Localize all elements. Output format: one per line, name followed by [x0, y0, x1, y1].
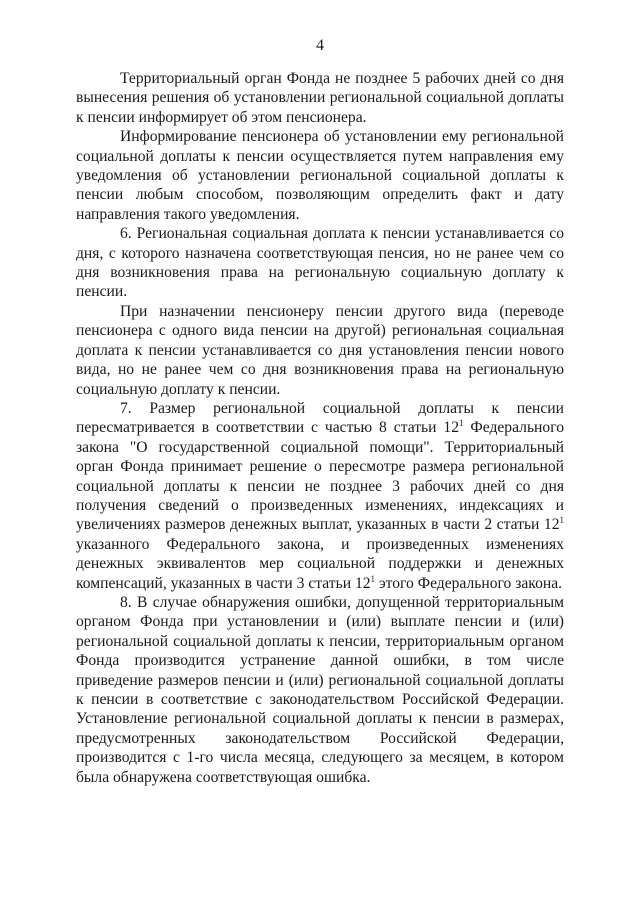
paragraph-text: этого Федерального закона. — [375, 574, 563, 592]
paragraph-text: указанного Федерального закона, и произведенных изменениях денежных эквивалентов мер социальной поддержки и денежных компенсаций, указанных в части 3 статьи 12 — [76, 535, 564, 592]
paragraph-item-7 — [76, 399, 564, 593]
document-body — [76, 69, 564, 787]
paragraph-text: Территориальный орган Фонда не позднее 5 рабочих дней со дня вынесения решения об установлении региональной социальной доплаты к пенсии информирует об этом пенсионера. — [76, 70, 564, 126]
paragraph-text: При назначении пенсионеру пенсии другого вида (переводе пенсионера с одного вида пенсии на другой) региональная социальная доплата к пенсии устанавливается со дня установления пенсии нового вида, но не ранее чем со дня возникновения права на региональную социальную доплату к пенсии. — [76, 302, 564, 398]
page-number: 4 — [316, 37, 324, 54]
article-superscript: 1 — [459, 418, 464, 429]
paragraph-text: 8. В случае обнаружения ошибки, допущенной территориальным органом Фонда при установлении и (или) выплате пенсии и (или) региональной социальной доплаты к пенсии, территориальным органом Фонда производится устранение данной ошибки, в том числе приведение размеров пенсии и (или) региональной социальной доплаты к пенсии в соответствие с законодательством Российской Федерации. Установление региональной социальной доплаты к пенсии в размерах, предусмотренных законодательством Российской Федерации, производится с 1-го числа месяца, следующего за месяцем, в котором была обнаружена соответствующая ошибка. — [76, 593, 564, 786]
paragraph-2 — [76, 127, 564, 224]
paragraph-text: 6. Региональная социальная доплата к пенсии устанавливается со дня, с которого назначена соответствующая пенсия, но не ранее чем со дня возникновения права на региональную социальную доплату к пенсии. — [76, 225, 564, 301]
paragraph-text: Информирование пенсионера об установлении ему региональной социальной доплаты к пенсии осуществляется путем направления ему уведомления об установлении региональной социальной доплаты к пенсии любым способом, позволяющим определить факт и дату направления такого уведомления. — [76, 128, 564, 223]
paragraph-1 — [76, 69, 564, 127]
paragraph-text: Федерального закона "О государственной социальной помощи". Территориальный орган Фонда принимает решение о пересмотре размера региональной социальной доплаты к пенсии не позднее 3 рабочих дней со дня получения сведений о произведенных изменениях, индексациях и увеличениях размеров денежных выплат, указанных в части 2 статьи 12 — [76, 419, 565, 534]
article-superscript: 1 — [370, 573, 376, 584]
article-superscript: 1 — [559, 515, 564, 526]
paragraph-item-8 — [76, 593, 564, 787]
paragraph-4 — [76, 302, 564, 399]
paragraph-item-6 — [76, 224, 564, 302]
paragraph-text: 7. Размер региональной социальной доплаты к пенсии пересматривается в соответствии с частью 8 статьи 12 — [76, 399, 564, 437]
